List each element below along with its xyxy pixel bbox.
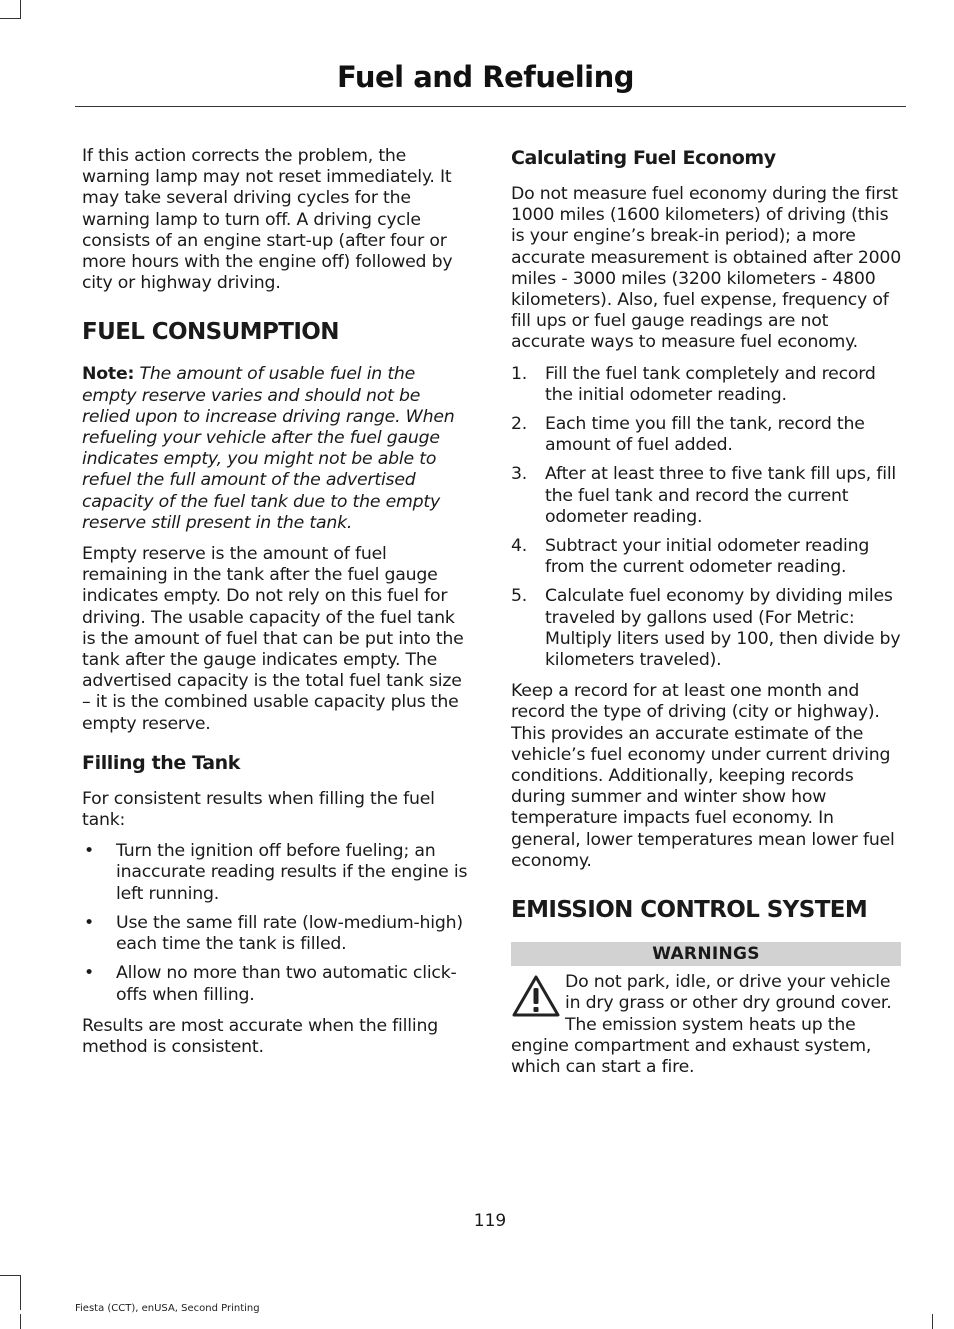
left-column <box>82 146 472 1068</box>
calculating-fuel-economy-heading: Calculating Fuel Economy <box>511 147 776 169</box>
fuel-consumption-heading: FUEL CONSUMPTION <box>82 319 339 346</box>
note-label: Note: <box>82 364 135 385</box>
record-paragraph: Keep a record for at least one month and record the type of driving (city or highway). This provides an accurate estimate of the vehicle’s fuel economy under current driving conditions. Additionally, keeping records during summer and winter show how temperature impacts fuel economy. In general, lower temperatures mean lower fuel economy. <box>511 681 895 871</box>
bullet-marker: • <box>84 912 94 933</box>
crop-mark <box>20 1314 21 1329</box>
step-number: 4. <box>511 536 528 557</box>
bullet-marker: • <box>84 841 94 862</box>
list-item-text: After at least three to five tank fill ups, fill the fuel tank and record the current odometer reading. <box>545 464 897 527</box>
filling-intro: For consistent results when filling the fuel tank: <box>82 788 435 831</box>
list-item <box>511 364 901 406</box>
list-item-text: Fill the fuel tank completely and record the initial odometer reading. <box>545 363 876 405</box>
note-paragraph <box>82 364 472 534</box>
crop-mark <box>0 1275 20 1276</box>
filling-tank-heading: Filling the Tank <box>82 751 240 774</box>
calc-intro-paragraph: Do not measure fuel economy during the first 1000 miles (1600 kilometers) of driving (this is your engine’s break-in period); a more accurate measurement is obtained after 2000 miles - 3000 miles (3200 kilometers - 4800 kilometers). Also, fuel expense, frequency of fill ups or fuel gauge readings are not accurate ways to measure fuel economy. <box>511 184 902 353</box>
note-text: The amount of usable fuel in the empty reserve varies and should not be relied upon to increase driving range. When refueling your vehicle after the fuel gauge indicates empty, you might not be able to refuel the full amount of the advertised capacity of the fuel tank due to the empty reserve still present in the tank. <box>82 364 455 533</box>
list-item <box>82 963 472 1005</box>
warning-triangle-icon <box>511 974 561 1018</box>
list-item-text: Each time you fill the tank, record the amount of fuel added. <box>545 414 865 456</box>
step-number: 3. <box>511 464 528 485</box>
list-item <box>511 414 901 456</box>
list-item-text: Use the same fill rate (low-medium-high) each time the tank is filled. <box>116 912 463 955</box>
step-number: 5. <box>511 586 528 607</box>
step-number: 2. <box>511 414 528 435</box>
list-item-text: Calculate fuel economy by dividing miles traveled by gallons used (For Metric: Multiply liters used by 100, then divide by kilometers traveled). <box>545 586 901 671</box>
list-item-text: Subtract your initial odometer reading from the current odometer reading. <box>545 536 870 578</box>
crop-mark <box>0 18 20 19</box>
page-title: Fuel and Refueling <box>336 60 634 94</box>
page-number: 119 <box>473 1211 507 1231</box>
bullet-marker: • <box>84 963 94 984</box>
list-item-text: Allow no more than two automatic click-offs when filling. <box>116 963 457 1005</box>
intro-paragraph: If this action corrects the problem, the warning lamp may not reset immediately. It may take several driving cycles for the warning lamp to turn off. A driving cycle consists of an engine start-up (after four or more hours with the engine off) followed by city or highway driving. <box>82 146 453 294</box>
emission-control-heading: EMISSION CONTROL SYSTEM <box>511 897 868 924</box>
list-item <box>511 464 901 528</box>
list-item <box>511 536 901 578</box>
results-paragraph: Results are most accurate when the filling method is consistent. <box>82 1015 438 1057</box>
title-divider <box>75 106 906 107</box>
list-item <box>82 841 472 905</box>
step-number: 1. <box>511 363 528 384</box>
steps-list <box>511 364 901 672</box>
list-item-text: Turn the ignition off before fueling; an inaccurate reading results if the engine is left running. <box>116 841 468 904</box>
filling-bullet-list <box>82 841 472 1005</box>
crop-mark <box>20 0 21 19</box>
warning-paragraph <box>511 972 901 1078</box>
warning-text: Do not park, idle, or drive your vehicle in dry grass or other dry ground cover. The emission system heats up the engine compartment and exhaust system, which can start a fire. <box>511 972 892 1077</box>
footer-text: Fiesta (CCT), enUSA, Second Printing <box>75 1303 260 1314</box>
right-column <box>511 146 901 1088</box>
list-item <box>82 913 472 955</box>
empty-reserve-paragraph: Empty reserve is the amount of fuel remaining in the tank after the fuel gauge indicates empty. Do not rely on this fuel for driving. The usable capacity of the fuel tank is the amount of fuel that can be put into the tank after the gauge indicates empty. The advertised capacity is the total fuel tank size – it is the combined usable capacity plus the empty reserve. <box>82 544 464 734</box>
crop-mark <box>20 1275 21 1310</box>
list-item <box>511 586 901 671</box>
crop-mark <box>932 1314 933 1329</box>
warnings-bar: WARNINGS <box>511 942 901 966</box>
